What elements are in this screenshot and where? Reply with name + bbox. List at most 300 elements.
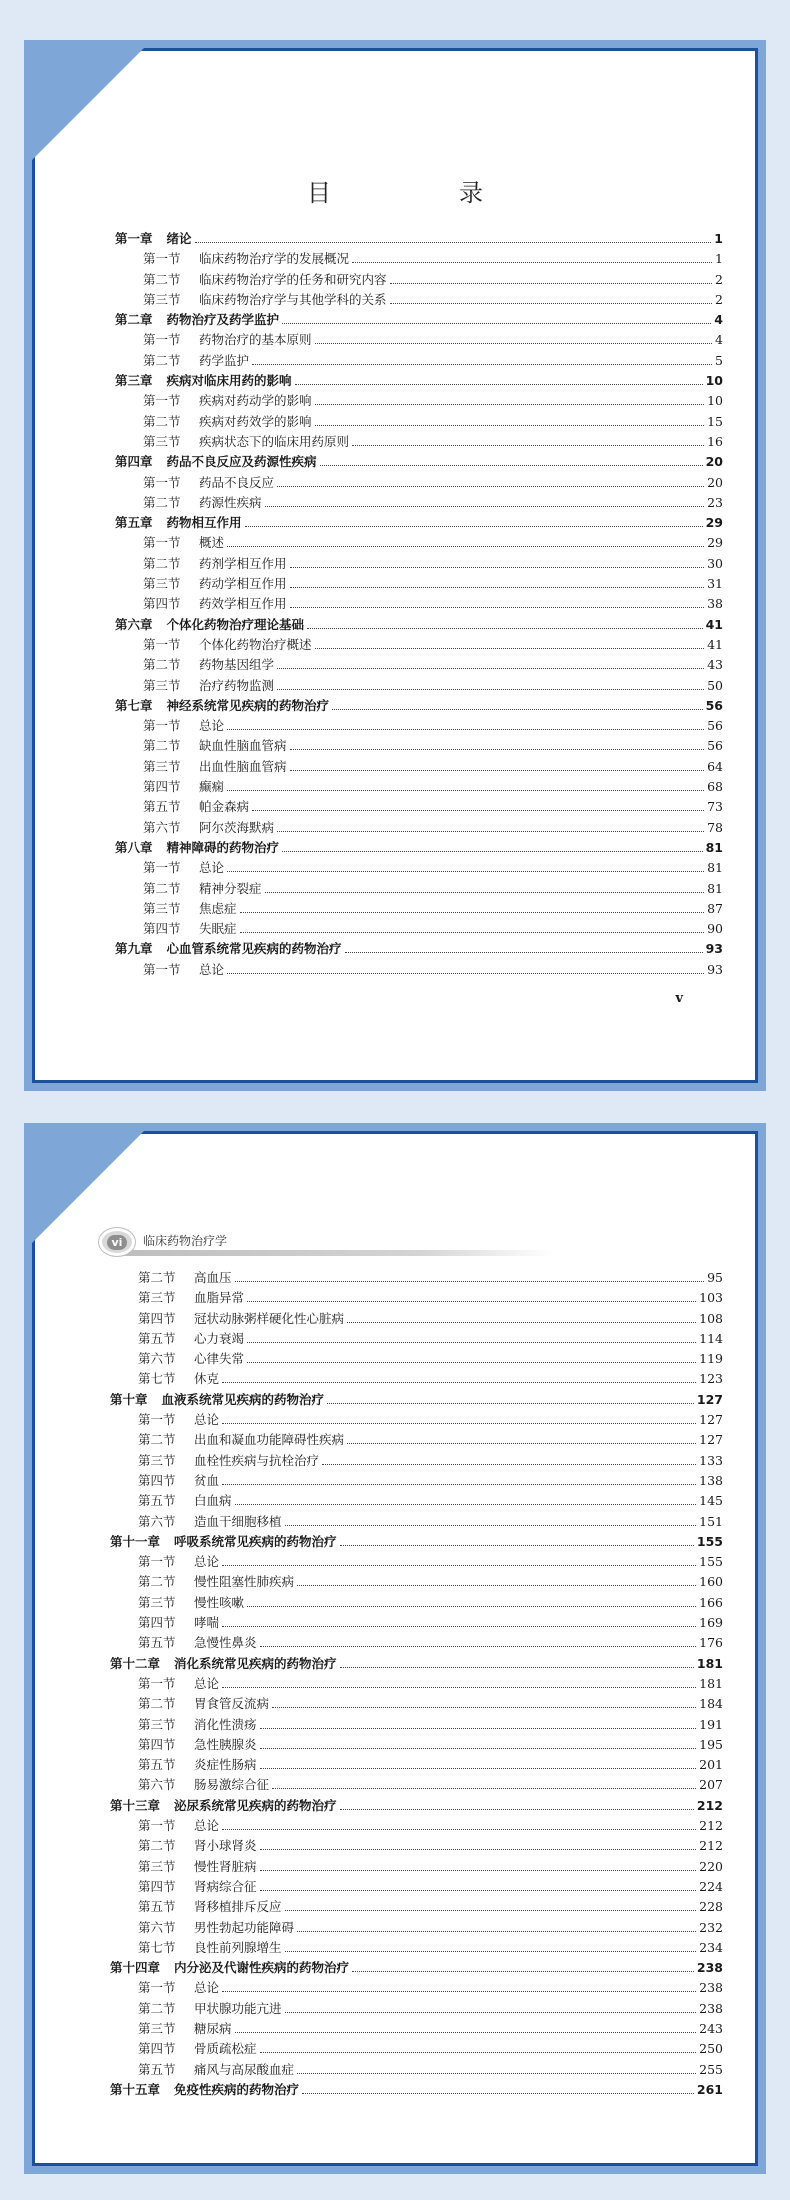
entry-label: 第五节 bbox=[138, 1757, 176, 1773]
entry-label: 第六节 bbox=[138, 1351, 176, 1367]
entry-title: 肾小球肾炎 bbox=[194, 1838, 257, 1854]
dot-leader bbox=[247, 1342, 696, 1343]
entry-page: 15 bbox=[707, 413, 723, 429]
entry-label: 第一节 bbox=[143, 251, 181, 267]
dot-leader bbox=[260, 1748, 697, 1749]
entry-label: 第一节 bbox=[143, 860, 181, 876]
dot-leader bbox=[227, 973, 704, 974]
entry-title: 帕金森病 bbox=[199, 799, 250, 815]
entry-title: 总论 bbox=[199, 718, 225, 734]
entry-title: 泌尿系统常见疾病的药物治疗 bbox=[174, 1797, 337, 1813]
entry-page: 56 bbox=[707, 738, 723, 754]
toc-section-entry[interactable] bbox=[115, 676, 723, 696]
entry-label: 第六节 bbox=[138, 1919, 176, 1935]
toc-section-entry[interactable] bbox=[115, 716, 723, 736]
toc-section-entry[interactable] bbox=[110, 1857, 723, 1877]
dot-leader bbox=[277, 689, 704, 690]
toc-section-entry[interactable] bbox=[110, 1593, 723, 1613]
toc-section-entry[interactable] bbox=[110, 1512, 723, 1532]
entry-page: 160 bbox=[699, 1574, 723, 1590]
entry-title: 消化系统常见疾病的药物治疗 bbox=[174, 1655, 337, 1671]
entry-page: 220 bbox=[699, 1858, 723, 1874]
toc-section-entry[interactable] bbox=[115, 554, 723, 574]
entry-page: 20 bbox=[707, 474, 723, 490]
toc-section-entry[interactable] bbox=[115, 391, 723, 411]
toc-section-entry[interactable] bbox=[115, 655, 723, 675]
entry-title: 总论 bbox=[194, 1412, 220, 1428]
entry-page: 119 bbox=[699, 1351, 723, 1367]
dot-leader bbox=[222, 1829, 696, 1830]
entry-title: 胃食管反流病 bbox=[194, 1696, 270, 1712]
entry-page: 155 bbox=[696, 1533, 723, 1549]
toc-section-entry[interactable] bbox=[110, 1410, 723, 1430]
entry-page: 114 bbox=[699, 1330, 723, 1346]
entry-page: 50 bbox=[707, 677, 723, 693]
entry-label: 第二节 bbox=[138, 1696, 176, 1712]
toc-section-entry[interactable] bbox=[110, 1816, 723, 1836]
toc-section-entry[interactable] bbox=[115, 330, 723, 350]
dot-leader bbox=[282, 851, 703, 852]
entry-page: 184 bbox=[699, 1696, 723, 1712]
entry-label: 第三节 bbox=[143, 291, 181, 307]
entry-page: 81 bbox=[707, 860, 723, 876]
toc-chapter-entry[interactable] bbox=[115, 310, 723, 330]
entry-label: 第一节 bbox=[138, 1980, 176, 1996]
entry-title: 个体化药物治疗概述 bbox=[199, 636, 312, 652]
entry-title: 呼吸系统常见疾病的药物治疗 bbox=[174, 1533, 337, 1549]
toc-chapter-entry[interactable] bbox=[110, 1654, 723, 1674]
book-title: 临床药物治疗学 bbox=[143, 1234, 228, 1248]
entry-title: 药效学相互作用 bbox=[199, 596, 287, 612]
entry-title: 疾病对药动学的影响 bbox=[199, 393, 312, 409]
entry-label: 第二节 bbox=[143, 555, 181, 571]
toc-section-entry[interactable] bbox=[110, 1369, 723, 1389]
entry-title: 临床药物治疗学的发展概况 bbox=[199, 251, 350, 267]
toc-section-entry[interactable] bbox=[110, 1613, 723, 1633]
entry-label: 第十五章 bbox=[110, 2081, 161, 2097]
dot-leader bbox=[315, 404, 705, 405]
entry-title: 冠状动脉粥样硬化性心脏病 bbox=[194, 1310, 345, 1326]
entry-label: 第一章 bbox=[115, 231, 153, 246]
toc-section-entry[interactable] bbox=[110, 1268, 723, 1288]
toc-section-entry[interactable] bbox=[110, 1715, 723, 1735]
dot-leader bbox=[222, 1423, 696, 1424]
toc-section-entry[interactable] bbox=[115, 899, 723, 919]
dot-leader bbox=[290, 587, 705, 588]
entry-label: 第二节 bbox=[143, 494, 181, 510]
entry-title: 哮喘 bbox=[194, 1615, 220, 1631]
toc-section-entry[interactable] bbox=[115, 635, 723, 655]
toc-section-entry[interactable] bbox=[110, 2019, 723, 2039]
entry-page: 95 bbox=[707, 1270, 723, 1285]
toc-section-entry[interactable] bbox=[110, 1471, 723, 1491]
dot-leader bbox=[222, 1626, 696, 1627]
entry-title: 慢性阻塞性肺疾病 bbox=[194, 1574, 295, 1590]
entry-label: 第六节 bbox=[138, 1513, 176, 1529]
toc-section-entry[interactable] bbox=[110, 2039, 723, 2059]
entry-label: 第五节 bbox=[138, 1493, 176, 1509]
dot-leader bbox=[227, 729, 704, 730]
toc-section-entry[interactable] bbox=[110, 1694, 723, 1714]
toc-section-entry[interactable] bbox=[115, 797, 723, 817]
entry-title: 造血干细胞移植 bbox=[194, 1513, 282, 1529]
entry-title: 药物相互作用 bbox=[166, 515, 242, 531]
entry-label: 第五章 bbox=[115, 515, 153, 531]
toc-chapter-entry[interactable] bbox=[110, 1390, 723, 1410]
dot-leader bbox=[227, 546, 704, 547]
entry-label: 第一节 bbox=[143, 718, 181, 734]
entry-label: 第一节 bbox=[138, 1818, 176, 1834]
toc-section-entry[interactable] bbox=[110, 1836, 723, 1856]
toc-list bbox=[115, 229, 723, 980]
toc-section-entry[interactable] bbox=[115, 493, 723, 513]
entry-title: 白血病 bbox=[194, 1493, 232, 1509]
entry-label: 第七章 bbox=[115, 697, 153, 713]
entry-label: 第十章 bbox=[110, 1391, 148, 1407]
toc-section-entry[interactable] bbox=[115, 432, 723, 452]
entry-label: 第三节 bbox=[138, 1452, 176, 1468]
entry-title: 出血性脑血管病 bbox=[199, 758, 287, 774]
entry-label: 第四节 bbox=[138, 1310, 176, 1326]
entry-label: 第二节 bbox=[138, 1432, 176, 1448]
entry-label: 第二节 bbox=[143, 352, 181, 368]
entry-label: 第四节 bbox=[143, 779, 181, 795]
dot-leader bbox=[247, 1301, 696, 1302]
toc-section-entry[interactable] bbox=[110, 1938, 723, 1958]
page-title: 目 录 bbox=[307, 179, 535, 207]
entry-label: 第四节 bbox=[143, 921, 181, 937]
entry-title: 甲状腺功能亢进 bbox=[194, 2000, 282, 2016]
entry-label: 第十一章 bbox=[110, 1533, 161, 1549]
dot-leader bbox=[345, 952, 703, 953]
dot-leader bbox=[222, 1484, 696, 1485]
toc-chapter-entry[interactable] bbox=[115, 939, 723, 959]
dot-leader bbox=[277, 668, 704, 669]
page-paper bbox=[32, 1131, 758, 2166]
entry-title: 失眠症 bbox=[199, 921, 237, 937]
toc-chapter-entry[interactable] bbox=[110, 1532, 723, 1552]
entry-label: 第三节 bbox=[138, 2020, 176, 2036]
entry-title: 总论 bbox=[199, 961, 225, 977]
toc-section-entry[interactable] bbox=[110, 1999, 723, 2019]
dot-leader bbox=[222, 1991, 696, 1992]
entry-page: 201 bbox=[699, 1757, 723, 1773]
entry-title: 出血和凝血功能障碍性疾病 bbox=[194, 1432, 345, 1448]
entry-page: 155 bbox=[699, 1554, 723, 1570]
entry-page: 90 bbox=[707, 921, 723, 937]
entry-title: 肾移植排斥反应 bbox=[194, 1899, 282, 1915]
dot-leader bbox=[260, 2052, 697, 2053]
dot-leader bbox=[340, 1545, 694, 1546]
entry-page: 138 bbox=[699, 1472, 723, 1488]
entry-title: 临床药物治疗学与其他学科的关系 bbox=[199, 291, 387, 307]
entry-page: 41 bbox=[707, 636, 723, 652]
toc-section-entry[interactable] bbox=[115, 533, 723, 553]
dot-leader bbox=[247, 1606, 696, 1607]
entry-title: 急性胰腺炎 bbox=[194, 1736, 257, 1752]
entry-label: 第三节 bbox=[143, 758, 181, 774]
toc-section-entry[interactable] bbox=[115, 879, 723, 899]
entry-page: 238 bbox=[699, 2000, 723, 2016]
toc-chapter-entry[interactable] bbox=[110, 1958, 723, 1978]
dot-leader bbox=[260, 1890, 697, 1891]
entry-title: 痛风与高尿酸血症 bbox=[194, 2061, 295, 2077]
dot-leader bbox=[315, 425, 705, 426]
toc-section-entry[interactable] bbox=[110, 1309, 723, 1329]
entry-page: 78 bbox=[707, 819, 723, 835]
entry-title: 疾病状态下的临床用药原则 bbox=[199, 433, 350, 449]
entry-title: 心律失常 bbox=[194, 1351, 245, 1367]
entry-title: 消化性溃疡 bbox=[194, 1716, 257, 1732]
entry-page: 261 bbox=[696, 2081, 723, 2097]
dot-leader bbox=[235, 2032, 697, 2033]
entry-page: 133 bbox=[699, 1452, 723, 1468]
toc-section-entry[interactable] bbox=[115, 858, 723, 878]
entry-page: 255 bbox=[699, 2061, 723, 2077]
toc-section-entry[interactable] bbox=[110, 1897, 723, 1917]
entry-page: 166 bbox=[699, 1594, 723, 1610]
entry-page: 29 bbox=[707, 535, 723, 551]
entry-title: 总论 bbox=[194, 1554, 220, 1570]
toc-section-entry[interactable] bbox=[110, 1491, 723, 1511]
toc-section-entry[interactable] bbox=[115, 919, 723, 939]
toc-section-entry[interactable] bbox=[115, 757, 723, 777]
dot-leader bbox=[347, 1322, 696, 1323]
entry-page: 2 bbox=[715, 271, 723, 287]
entry-page: 207 bbox=[699, 1777, 723, 1793]
toc-section-entry[interactable] bbox=[110, 1430, 723, 1450]
entry-label: 第六节 bbox=[143, 819, 181, 835]
toc-section-entry[interactable] bbox=[110, 1349, 723, 1369]
entry-title: 治疗药物监测 bbox=[199, 677, 275, 693]
entry-page: 1 bbox=[715, 251, 723, 267]
toc-section-entry[interactable] bbox=[110, 1552, 723, 1572]
entry-label: 第三节 bbox=[138, 1716, 176, 1732]
toc-section-entry[interactable] bbox=[115, 777, 723, 797]
toc-section-entry[interactable] bbox=[115, 270, 723, 290]
entry-page: 81 bbox=[705, 839, 723, 855]
entry-label: 第二节 bbox=[143, 271, 181, 287]
entry-title: 阿尔茨海默病 bbox=[199, 819, 275, 835]
entry-page: 2 bbox=[715, 291, 723, 307]
dot-leader bbox=[222, 1687, 696, 1688]
entry-page: 73 bbox=[707, 799, 723, 815]
entry-page: 16 bbox=[707, 433, 723, 449]
dot-leader bbox=[260, 1768, 697, 1769]
entry-label: 第三节 bbox=[143, 433, 181, 449]
entry-title: 血液系统常见疾病的药物治疗 bbox=[161, 1391, 325, 1407]
entry-label: 第二节 bbox=[138, 1838, 176, 1854]
entry-title: 精神障碍的药物治疗 bbox=[166, 839, 280, 855]
entry-page: 127 bbox=[699, 1432, 723, 1448]
toc-section-entry[interactable] bbox=[110, 1572, 723, 1592]
dot-leader bbox=[340, 1809, 694, 1810]
toc-chapter-entry[interactable] bbox=[115, 452, 723, 472]
toc-chapter-entry[interactable] bbox=[115, 615, 723, 635]
entry-label: 第二节 bbox=[143, 413, 181, 429]
entry-title: 精神分裂症 bbox=[199, 880, 262, 896]
dot-leader bbox=[290, 749, 705, 750]
entry-label: 第二节 bbox=[138, 1574, 176, 1590]
entry-title: 缺血性脑血管病 bbox=[199, 738, 287, 754]
toc-chapter-entry[interactable] bbox=[115, 513, 723, 533]
toc-section-entry[interactable] bbox=[115, 249, 723, 269]
entry-page: 250 bbox=[699, 2041, 723, 2057]
entry-page: 10 bbox=[705, 373, 723, 389]
entry-label: 第二节 bbox=[143, 880, 181, 896]
entry-title: 绪论 bbox=[166, 231, 192, 246]
dot-leader bbox=[302, 2093, 694, 2094]
toc-section-entry[interactable] bbox=[110, 2060, 723, 2080]
entry-title: 炎症性肠病 bbox=[194, 1757, 257, 1773]
entry-title: 血脂异常 bbox=[194, 1290, 245, 1306]
entry-page: 81 bbox=[707, 880, 723, 896]
entry-page: 212 bbox=[699, 1838, 723, 1854]
toc-section-entry[interactable] bbox=[110, 1978, 723, 1998]
toc-section-entry[interactable] bbox=[115, 351, 723, 371]
entry-page: 151 bbox=[699, 1513, 723, 1529]
entry-page: 123 bbox=[699, 1371, 723, 1387]
entry-page: 38 bbox=[707, 596, 723, 612]
entry-page: 93 bbox=[707, 961, 723, 977]
entry-title: 肠易激综合征 bbox=[194, 1777, 270, 1793]
entry-label: 第七节 bbox=[138, 1939, 176, 1955]
toc-section-entry[interactable] bbox=[110, 1877, 723, 1897]
toc-section-entry[interactable] bbox=[110, 1633, 723, 1653]
entry-page: 212 bbox=[696, 1797, 723, 1813]
entry-page: 238 bbox=[699, 1980, 723, 1996]
entry-label: 第四节 bbox=[138, 1878, 176, 1894]
toc-section-entry[interactable] bbox=[110, 1451, 723, 1471]
toc-chapter-entry[interactable] bbox=[115, 696, 723, 716]
toc-section-entry[interactable] bbox=[110, 1674, 723, 1694]
toc-section-entry[interactable] bbox=[110, 1775, 723, 1795]
toc-chapter-entry[interactable] bbox=[115, 229, 723, 249]
dot-leader bbox=[285, 2012, 697, 2013]
entry-label: 第五节 bbox=[138, 1330, 176, 1346]
entry-page: 43 bbox=[707, 657, 723, 673]
dot-leader bbox=[252, 810, 704, 811]
entry-title: 药品不良反应 bbox=[199, 474, 275, 490]
dot-leader bbox=[222, 1565, 696, 1566]
dot-leader bbox=[347, 1443, 696, 1444]
entry-page: 1 bbox=[714, 231, 723, 246]
dot-leader bbox=[307, 628, 703, 629]
entry-page: 4 bbox=[715, 332, 723, 348]
toc-section-entry[interactable] bbox=[110, 1288, 723, 1308]
dot-leader bbox=[327, 1403, 694, 1404]
dot-leader bbox=[297, 1931, 696, 1932]
entry-title: 心血管系统常见疾病的药物治疗 bbox=[166, 941, 342, 957]
entry-label: 第二节 bbox=[143, 738, 181, 754]
toc-section-entry[interactable] bbox=[115, 290, 723, 310]
toc-chapter-entry[interactable] bbox=[110, 2080, 723, 2100]
toc-section-entry[interactable] bbox=[110, 1329, 723, 1349]
toc-section-entry[interactable] bbox=[115, 473, 723, 493]
entry-title: 心力衰竭 bbox=[194, 1330, 245, 1346]
dot-leader bbox=[265, 506, 705, 507]
entry-page: 228 bbox=[699, 1899, 723, 1915]
entry-title: 高血压 bbox=[194, 1270, 232, 1285]
dot-leader bbox=[195, 242, 712, 243]
dot-leader bbox=[227, 871, 704, 872]
dot-leader bbox=[390, 283, 713, 284]
toc-section-entry[interactable] bbox=[115, 960, 723, 980]
entry-title: 慢性咳嗽 bbox=[194, 1594, 245, 1610]
dot-leader bbox=[297, 1585, 696, 1586]
dot-leader bbox=[290, 567, 705, 568]
dot-leader bbox=[332, 709, 703, 710]
entry-label: 第九章 bbox=[115, 941, 153, 957]
toc-chapter-entry[interactable] bbox=[115, 371, 723, 391]
entry-label: 第八章 bbox=[115, 839, 153, 855]
dot-leader bbox=[235, 1281, 705, 1282]
entry-label: 第三节 bbox=[143, 576, 181, 592]
dot-leader bbox=[260, 1849, 697, 1850]
entry-label: 第四节 bbox=[138, 1472, 176, 1488]
entry-label: 第六章 bbox=[115, 616, 153, 632]
toc-chapter-entry[interactable] bbox=[115, 838, 723, 858]
entry-label: 第一节 bbox=[143, 636, 181, 652]
toc-section-entry[interactable] bbox=[115, 574, 723, 594]
entry-page: 195 bbox=[699, 1736, 723, 1752]
entry-label: 第四节 bbox=[138, 1736, 176, 1752]
toc-section-entry[interactable] bbox=[110, 1755, 723, 1775]
entry-title: 焦虑症 bbox=[199, 900, 237, 916]
entry-label: 第七节 bbox=[138, 1371, 176, 1387]
entry-title: 总论 bbox=[194, 1980, 220, 1996]
entry-title: 药学监护 bbox=[199, 352, 250, 368]
entry-label: 第十三章 bbox=[110, 1797, 161, 1813]
entry-label: 第一节 bbox=[143, 961, 181, 977]
entry-title: 总论 bbox=[194, 1675, 220, 1691]
entry-label: 第六节 bbox=[138, 1777, 176, 1793]
toc-section-entry[interactable] bbox=[115, 736, 723, 756]
toc-section-entry[interactable] bbox=[115, 594, 723, 614]
entry-page: 238 bbox=[696, 1960, 723, 1976]
dot-leader bbox=[235, 1504, 697, 1505]
dot-leader bbox=[322, 1464, 696, 1465]
entry-title: 慢性肾脏病 bbox=[194, 1858, 257, 1874]
entry-title: 免疫性疾病的药物治疗 bbox=[174, 2081, 300, 2097]
entry-page: 56 bbox=[705, 697, 723, 713]
entry-page: 68 bbox=[707, 779, 723, 795]
entry-page: 31 bbox=[707, 576, 723, 592]
dot-leader bbox=[252, 364, 712, 365]
entry-label: 第三节 bbox=[143, 677, 181, 693]
toc-section-entry[interactable] bbox=[110, 1735, 723, 1755]
toc-section-entry[interactable] bbox=[110, 1918, 723, 1938]
dot-leader bbox=[285, 1525, 697, 1526]
dot-leader bbox=[390, 303, 713, 304]
entry-title: 急慢性鼻炎 bbox=[194, 1635, 257, 1651]
toc-chapter-entry[interactable] bbox=[110, 1796, 723, 1816]
entry-page: 64 bbox=[707, 758, 723, 774]
dot-leader bbox=[247, 1362, 696, 1363]
toc-section-entry[interactable] bbox=[115, 818, 723, 838]
dot-leader bbox=[272, 1788, 696, 1789]
entry-page: 30 bbox=[707, 555, 723, 571]
page-number: v bbox=[675, 991, 683, 1006]
entry-label: 第五节 bbox=[138, 2061, 176, 2077]
entry-label: 第一节 bbox=[138, 1412, 176, 1428]
entry-title: 糖尿病 bbox=[194, 2020, 232, 2036]
entry-page: 169 bbox=[699, 1615, 723, 1631]
toc-section-entry[interactable] bbox=[115, 412, 723, 432]
entry-label: 第四章 bbox=[115, 454, 153, 470]
dot-leader bbox=[352, 1971, 694, 1972]
dot-leader bbox=[352, 262, 712, 263]
